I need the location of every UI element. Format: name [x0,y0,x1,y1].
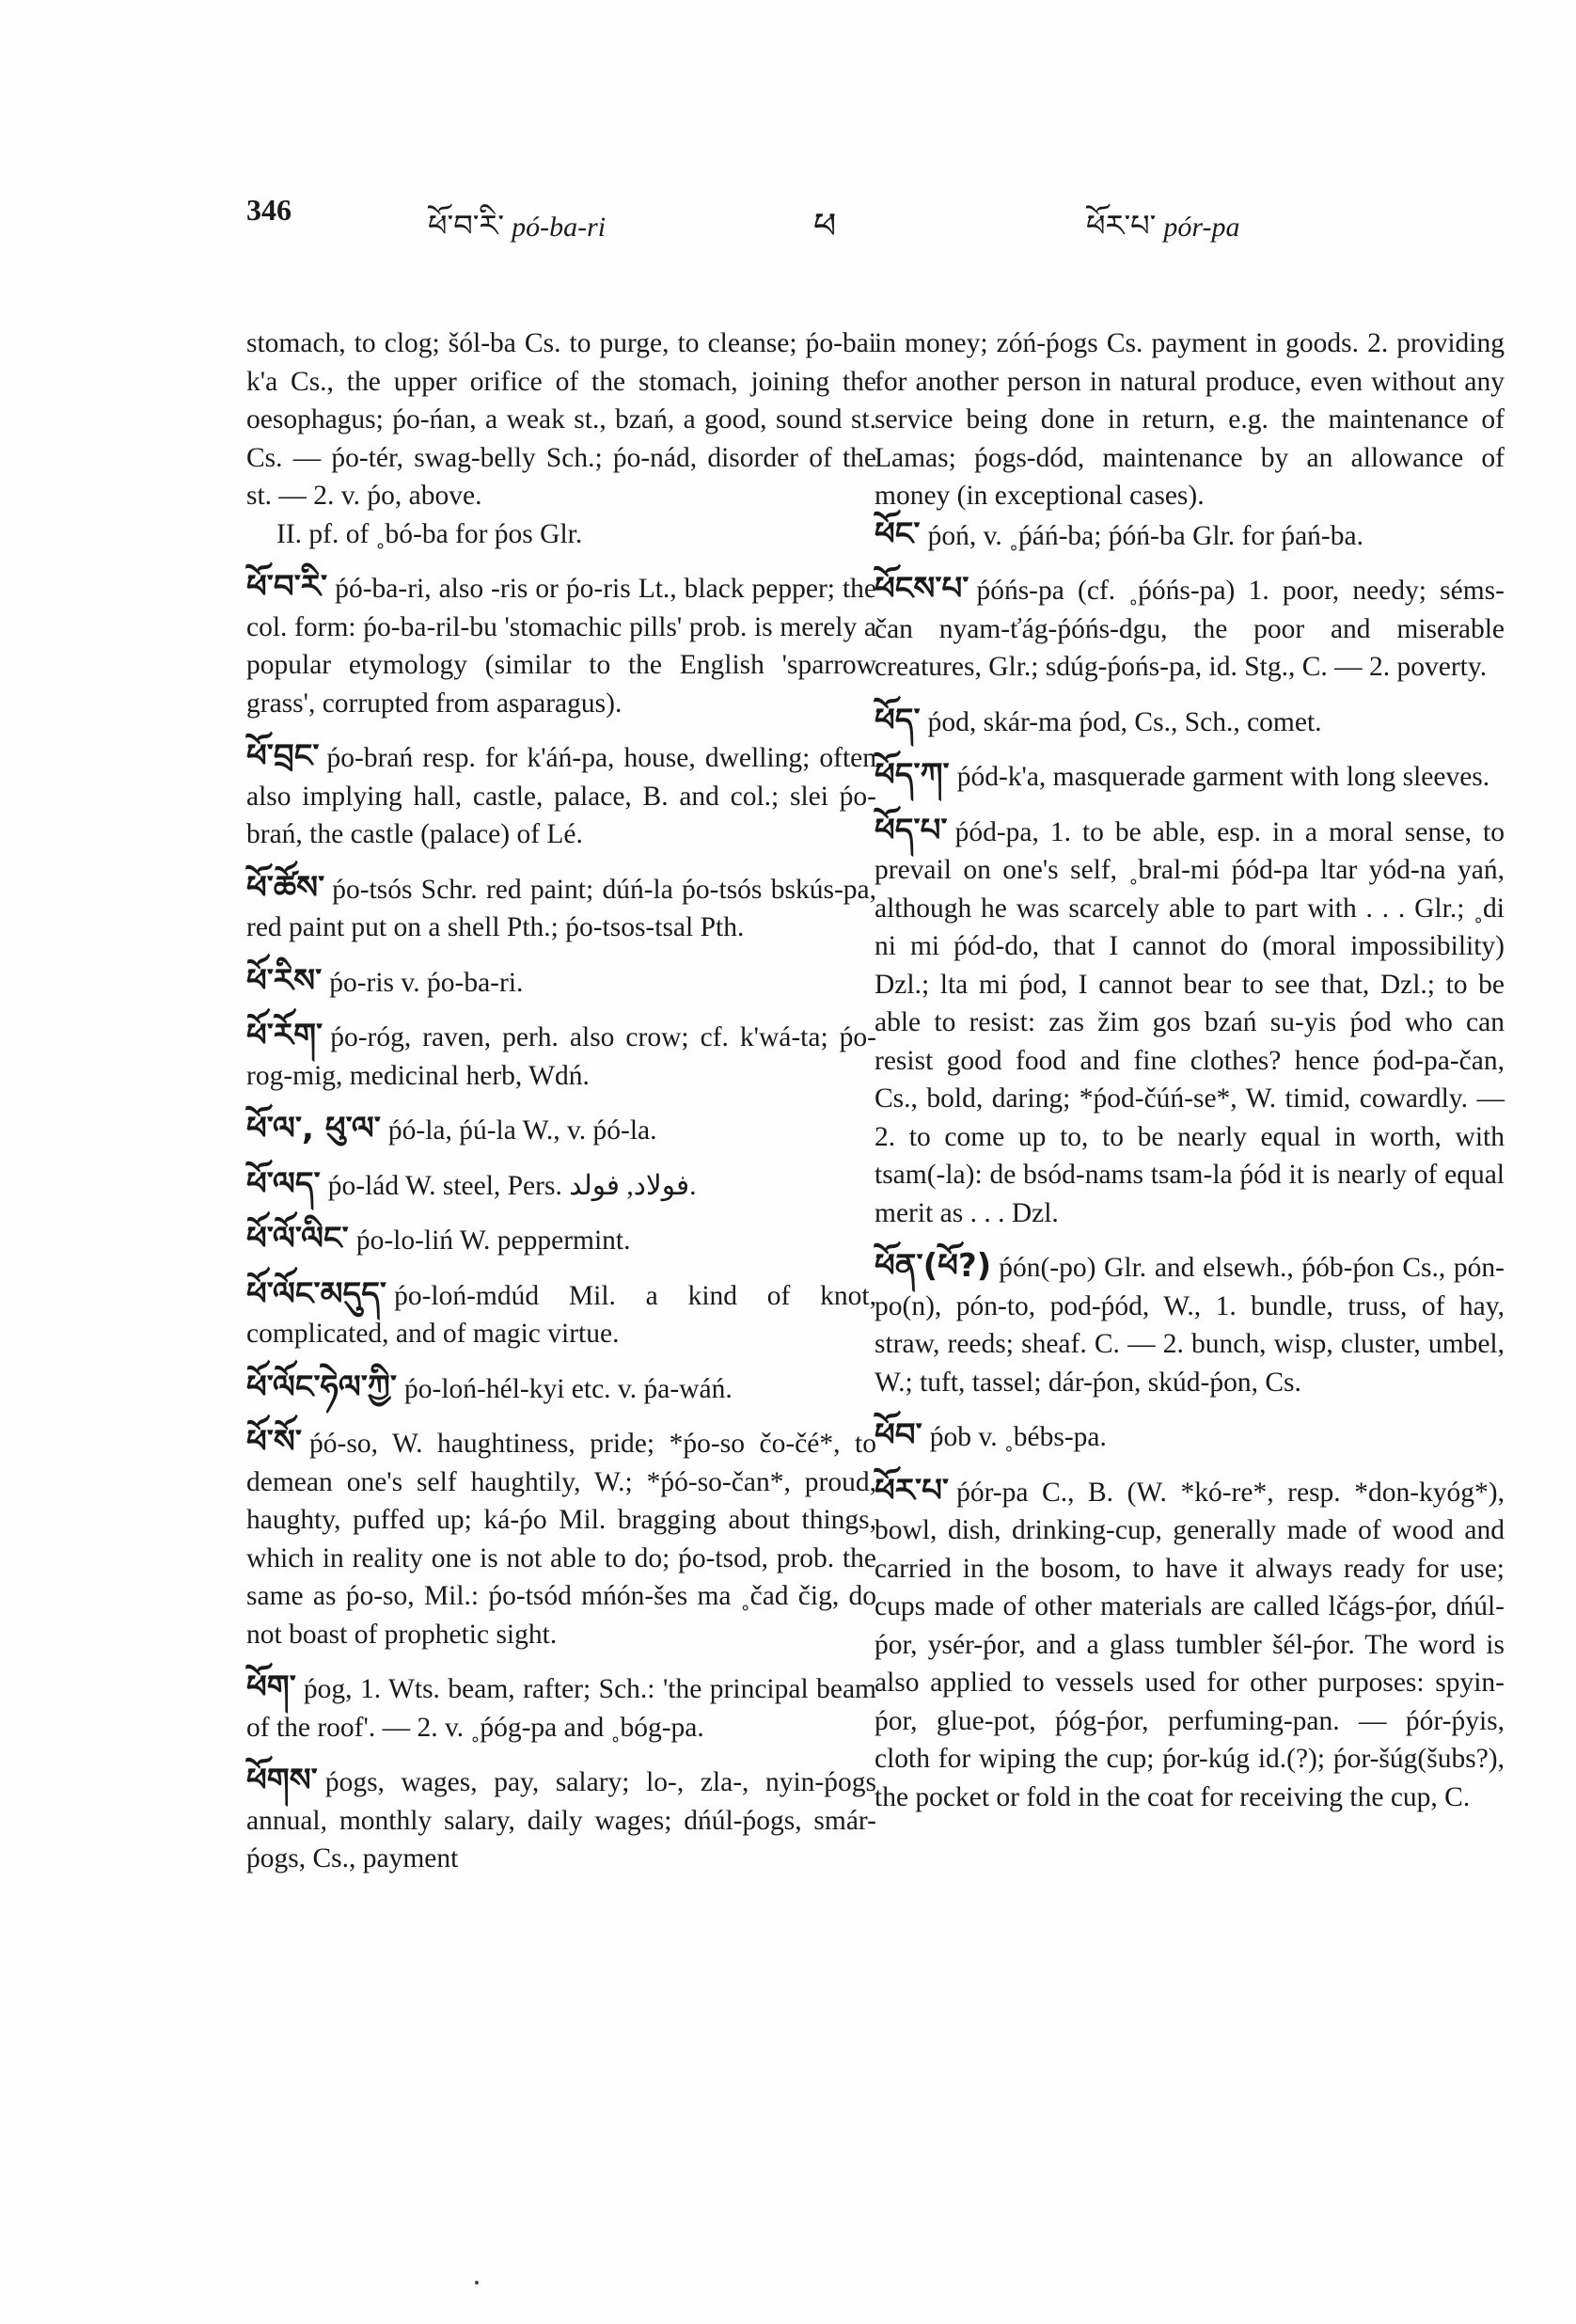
entry-headword: ཕོན་(ཕོ?) [875,1247,992,1285]
entry-headword: ཕོད་ [875,701,921,739]
entry-headword: ཕོ་བྲང་ [246,737,320,775]
dictionary-entry [246,1017,876,1095]
entry-headword: ཕོར་པ་ [875,1471,950,1510]
entry-headword: ཕོ་རིས་ [246,961,323,1000]
entry-text: ṕog, 1. Wts. beam, rafter; Sch.: 'the principal beam of the roof'. — 2. v. ˳ṕóg-pa and ˳bóg-pa. [246,1674,876,1743]
right-column [875,324,1505,1831]
entry-text: ṕón(-po) Glr. and elsewh., ṕób-ṕon Cs., pón-po(n), pón-to, pod-ṕód, W., 1. bundle, truss, of hay, straw, reeds; sheaf. C. — 2. bunch, wisp, cluster, umbel, W.; tuft, tassel; dár-ṕon, skúd-ṕon, Cs. [875,1253,1505,1398]
entry-text: II. pf. of ˳bó-ba for ṕos Glr. [276,518,583,549]
entry-headword: ཕོ་ལོང་ཧེལ་ཀྱི་ [246,1368,398,1406]
dictionary-entry [246,1368,876,1409]
entry-headword: ཕོ་ཚོས་ [246,868,325,907]
entry-text: ṕó-ba-ri, also -ris or ṕo-ris Lt., black pepper; the col. form: ṕo-ba-ril-bu 'stomachic pills' prob. is merely a popular etymology (similar to the English 'sparrow grass', corrupted from asparagus). [246,574,876,719]
dictionary-entry [875,1472,1505,1817]
dictionary-entry [875,1247,1505,1401]
entry-text: ṕo-loń-mdúd Mil. a kind of knot, complicated, and of magic virtue. [246,1280,876,1349]
running-header-left [428,193,606,277]
entry-text: ṕo-lád W. steel, Pers. فولاد, فولد. [327,1170,697,1201]
entry-headword: ཕོ་སོ་ [246,1423,303,1461]
entry-headword: ཕོ་ལོ་ལིང་ [246,1220,349,1257]
entry-text: ṕob v. ˳bébs-pa. [929,1422,1107,1452]
dictionary-entry [246,1423,876,1653]
entry-text: ṕo-lo-liń W. peppermint. [355,1225,631,1256]
entry-headword: ཕོངས་པ་ [875,570,969,608]
header-right-tibetan: ཕོར་པ་ [1086,208,1157,244]
dictionary-entry [246,962,876,1003]
entry-text: ṕo-loń-hél-kyi etc. v. ṕa-wáń. [404,1373,733,1404]
header-left-tibetan: ཕོ་བ་རི་ [428,208,505,244]
dictionary-entry [246,1275,876,1353]
dictionary-entry [246,568,876,722]
dictionary-entry [875,515,1505,556]
page-number: 346 [246,193,292,227]
entry-headword: ཕོ་ལོང་མདུད་ [246,1274,387,1313]
entry-text: ṕoń, v. ˳ṕáń-ba; ṕóń-ba Glr. for ṕań-ba. [927,520,1363,551]
entry-headword: ཕོང་ [875,514,921,553]
entry-text: ṕod, skár-ma ṕod, Cs., Sch., comet. [927,706,1322,737]
dictionary-entry [246,324,876,515]
dictionary-entry [246,1165,876,1206]
dictionary-entry [246,515,876,554]
entry-text: ṕór-pa C., B. (W. *kó-re*, resp. *don-kyóg*), bowl, dish, drinking-cup, generally made of wood and carried in the bosom, to have it always ready for use; cups made of other materials are called lčágs-ṕor, dńúl-ṕor, ysér-ṕor, and a glass tumbler šél-ṕor. The word is also applied to vessels used for other purposes: spyin-ṕor, glue-pot, ṕóg-ṕor, perfuming-pan. — ṕór-ṕyis, cloth for wiping the cup; ṕor-kúg id.(?); ṕor-šúg(šubs?), the pocket or fold in the coat for receiving the cup, C. [875,1477,1505,1812]
dictionary-entry [875,1416,1505,1457]
dictionary-entry [875,570,1505,687]
entry-text: ṕód-k'a, masquerade garment with long sleeves. [956,762,1490,792]
dictionary-entry [875,702,1505,742]
entry-headword: ཕོ་ལད་ [246,1164,321,1203]
entry-headword: ཕོད་ཀ་ [875,756,950,794]
dictionary-entry [246,737,876,854]
entry-text: ṕó-so, W. haughtiness, pride; *ṕo-so čo-čé*, to demean one's self haughtily, W.; *ṕó-so-čan*, proud, haughty, puffed up; ká-ṕo Mil. bragging about things, which in reality one is not able to do; ṕo-tsod, prob. the same as ṕo-so, Mil.: ṕo-tsód mńón-šes ma ˳čad čig, do not boast of prophetic sight. [246,1429,876,1650]
entry-headword: ཕོགས་ [246,1762,318,1799]
dictionary-entry [246,1220,876,1260]
entry-text: stomach, to clog; šól-ba Cs. to purge, to cleanse; ṕo-bai k'a Cs., the upper orifice of the stomach, joining the oesophagus; ṕo-ńan, a weak st., bzań, a good, sound st. Cs. — ṕo-tér, swag-belly Sch.; ṕo-nád, disorder of the st. — 2. v. ṕo, above. [246,328,876,511]
entry-text: ṕóńs-pa (cf. ˳ṕóńs-pa) 1. poor, needy; séms-čan nyam-ťág-ṕóńs-dgu, the poor and miserable creatures, Glr.; sdúg-ṕońs-pa, id. Stg., C. — 2. poverty. [875,576,1505,682]
dictionary-entry [246,869,876,947]
page-mark [475,2281,479,2284]
entry-text: ṕogs, wages, pay, salary; lo-, zla-, nyin-ṕogs annual, monthly salary, daily wages; dńúl-ṕogs, smár-ṕogs, Cs., payment [246,1767,876,1873]
dictionary-entry [875,812,1505,1233]
entry-headword: ཕོག་ [246,1668,296,1706]
entry-headword: ཕོད་པ་ [875,811,948,849]
header-left-translit: pó-ba-ri [512,212,607,243]
entry-text: ṕo-róg, raven, perh. also crow; cf. k'wá-ta; ṕo-rog-mig, medicinal herb, Wdń. [246,1022,876,1091]
entry-text: ṕo-ris v. ṕo-ba-ri. [329,967,524,998]
dictionary-entry [246,1762,876,1878]
running-header-right [1086,193,1239,277]
entry-text: ṕo-brań resp. for k'áń-pa, house, dwelling; often also implying hall, castle, palace, B. and col.; slei ṕo-brań, the castle (palace) of Lé. [246,743,876,849]
entry-headword: ཕོ་རོག་ [246,1017,323,1054]
left-column [246,324,876,1893]
dictionary-entry [875,756,1505,797]
dictionary-entry [875,324,1505,515]
entry-headword: ཕོབ་ [875,1416,922,1454]
entry-headword: ཕོ་ལ་, ཕུ་ལ་ [246,1110,381,1147]
entry-text: ṕo-tsós Schr. red paint; dúń-la ṕo-tsós bskús-pa, red paint put on a shell Pth.; ṕo-tsos-tsal Pth. [246,874,876,942]
entry-text: ṕó-la, ṕú-la W., v. ṕó-la. [387,1115,657,1146]
header-right-translit: pór-pa [1163,212,1240,243]
entry-headword: ཕོ་བ་རི་ [246,568,328,606]
entry-text: in money; zóń-ṕogs Cs. payment in goods. 2. providing for another person in natural produce, even without any service being done in return, e.g. the maintenance of Lamas; ṕogs-dód, maintenance by an allowance of money (in exceptional cases). [875,328,1505,511]
entry-text: ṕód-pa, 1. to be able, esp. in a moral sense, to prevail on one's self, ˳bral-mi ṕód-pa ltar yód-na yań, although he was scarcely able to part with . . . Glr.; ˳di ni mi ṕód-do, that I cannot do (moral impossibility) Dzl.; lta mi ṕod, I cannot bear to see that, Dzl.; to be able to resist: zas žim gos bzań su-yis ṕod who can resist good food and fine clothes? hence ṕod-pa-čan, Cs., bold, daring; *ṕod-čúń-se*, W. timid, cowardly. — 2. to come up to, to be nearly equal in worth, with tsam(-la): de bsód-nams tsam-la ṕód it is nearly of equal merit as . . . Dzl. [875,816,1505,1228]
dictionary-entry [246,1110,876,1150]
header-letter: ཕ [813,205,837,246]
dictionary-entry [246,1668,876,1747]
